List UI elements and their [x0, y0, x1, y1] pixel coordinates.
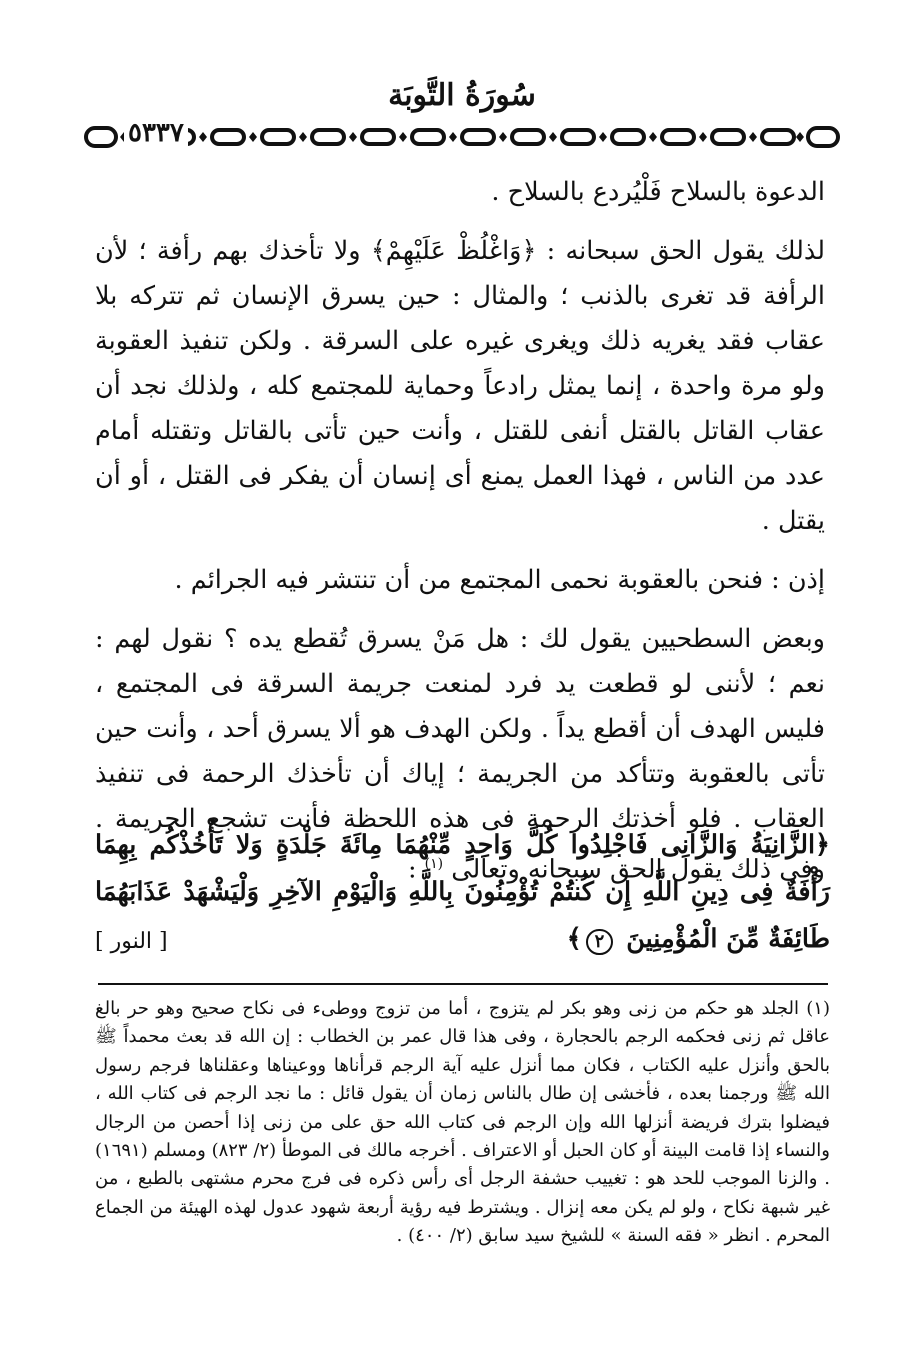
- footnote-divider: [98, 983, 828, 985]
- paragraph-4-text: وبعض السطحيين يقول لك : هل مَنْ يسرق تُقطع يده ؟ نقول لهم : نعم ؛ لأننى لو قطعت يد فرد لمنعت جريمة السرقة فى المجتمع ، فليس الهدف أن أقطع يداً . ولكن الهدف هو ألا يسرق أحد ، وأنت حين تأتى بالعقوبة وتتأكد من الجريمة ؛ إياك أن تأخذك الرحمة فى تنفيذ العقاب . فلو أخذتك الرحمة فى هذه اللحظة فأنت تشجع الجريمة . وفى ذلك يقول الحق سبحانه وتعالى: [95, 624, 825, 885]
- surah-title: سُورَةُ التَّوبَة: [388, 78, 536, 113]
- paragraph-3: إذن : فنحن بالعقوبة نحمى المجتمع من أن تنتشر فيه الجرائم .: [174, 565, 825, 595]
- colon: :: [407, 854, 417, 885]
- page-number: ٥٣٣٧: [124, 118, 188, 148]
- verse-closing-bracket: ﴾: [566, 924, 582, 954]
- footnote-marker[interactable]: (١): [424, 856, 444, 872]
- verse-text: ﴿الزَّانِيَةُ وَالزَّانِى فَاجْلِدُوا كُلَّ وَاحِدٍ مِّنْهُمَا مِائَةَ جَلْدَةٍ وَلا تَأْخُذْكُم بِهِمَا رَأْفَةٌ فِى دِينِ اللَّهِ إِن كُنتُمْ تُؤْمِنُونَ بِاللَّهِ وَالْيَوْمِ الآخِرِ وَلْيَشْهَدْ عَذَابَهُمَا طَائِفَةٌ مِّنَ الْمُؤْمِنِينَ: [95, 830, 830, 954]
- quran-verse: [95, 822, 830, 963]
- ayah-number-badge: ٢: [586, 929, 614, 955]
- footnote: [95, 995, 830, 1251]
- footnote-text: (١) الجلد هو حكم من زنى وهو بكر لم يتزوج ، أما من تزوج ووطىء فى نكاح صحيح وهو حر بالغ عاقل ثم زنى فحكمه الرجم بالحجارة ، وفى هذا قال عمر بن الخطاب : إن الله قد بعث محمداً ﷺ بالحق وأنزل عليه الكتاب ، فكان مما أنزل عليه آية الرجم قرأناها ووعيناها وعقلناها فرجم رسول الله ﷺ ورجمنا بعده ، فأخشى إن طال بالناس زمان أن يقول قائل : ما نجد الرجم فى كتاب الله ، فيضلوا بترك فريضة أنزلها الله وإن الرجم فى كتاب الله حق على من زنى إذا أحصن من الرجال والنساء إذا قامت البينة أو كان الحبل أو الاعتراف . أخرجه مالك فى الموطأ (٢/ ٨٢٣) ومسلم (١٦٩١) . والزنا الموجب للحد هو : تغييب حشفة الرجل أى رأس ذكره فى فرج محرم مشتهى بالطبع ، من غير شبهة نكاح ، ولو لم يكن معه إنزال . ويشترط فيه رؤية أربعة شهود عدول لهذه الهيئة من الجماع المحرم . انظر « فقه السنة » للشيخ سيد سابق (٢/ ٤٠٠) .: [95, 998, 831, 1247]
- header-ornament-border: [82, 122, 842, 152]
- paragraph-1: الدعوة بالسلاح فَلْيُردع بالسلاح .: [491, 177, 825, 207]
- verse-reference: [ النور ]: [95, 929, 168, 954]
- body-text: [95, 170, 825, 893]
- paragraph-2: لذلك يقول الحق سبحانه : ﴿وَاغْلُظْ عَلَيْهِمْ﴾ ولا تأخذك بهم رأفة ؛ لأن الرأفة قد تغرى بالذنب ؛ والمثال : حين يسرق الإنسان ثم تتركه بلا عقاب فقد يغريه ذلك ويغرى غيره على السرقة . ولكن تنفيذ العقوبة ولو مرة واحدة ، إنما يمثل رادعاً وحماية للمجتمع كله ، ولذلك نجد أن عقاب القاتل بالقتل أنفى للقتل ، وأنت حين تأتى بالقاتل وتقتله أمام عدد من الناس ، فهذا العمل يمنع أى إنسان أن يفكر فى القتل ، أو أن يقتل .: [95, 236, 825, 536]
